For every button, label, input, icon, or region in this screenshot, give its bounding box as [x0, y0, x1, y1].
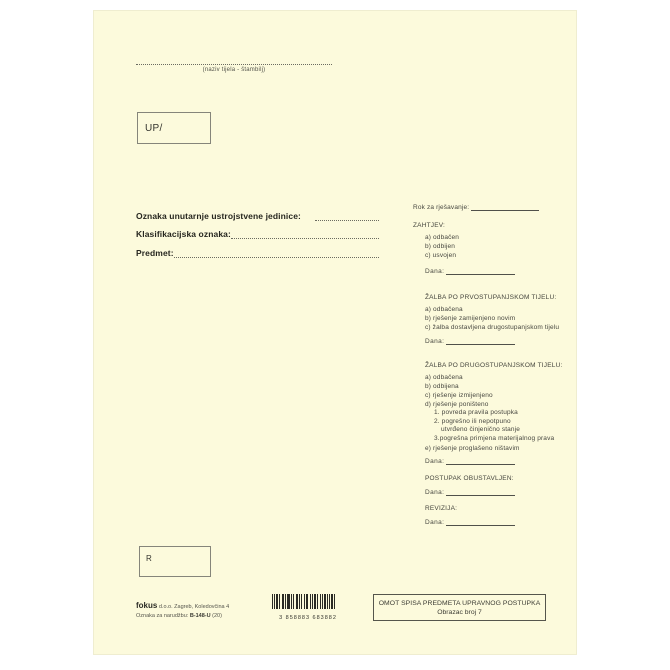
form-title: OMOT SPISA PREDMETA UPRAVNOG POSTUPKA [378, 599, 541, 607]
subject-field-label: Predmet: [136, 247, 174, 258]
date-label: Dana: [425, 489, 445, 496]
appeal-option: a) odbačena [425, 306, 463, 313]
first-instance-appeal-title: ŽALBA PO PRVOSTUPANJSKOM TIJELU: [425, 294, 557, 301]
zahtjev-title: ZAHTJEV: [413, 222, 446, 229]
date-fill-line [446, 337, 515, 345]
field-row-unit [136, 202, 379, 221]
r-box-label: R [146, 554, 152, 563]
appeal-option: b) rješenje zamijenjeno novim [425, 315, 516, 322]
unit-field-fill-line [315, 212, 379, 221]
publisher-address: d.o.o. Zagreb, Koledovčina 4 [157, 604, 230, 610]
deadline-fill-line [471, 203, 539, 211]
date-fill-line [446, 518, 515, 526]
zahtjev-option: b) odbijen [425, 243, 456, 250]
date-label: Dana: [425, 338, 445, 345]
zahtjev-option: c) usvojen [425, 252, 457, 259]
up-number-label: UP/ [145, 122, 163, 134]
annulment-reason: 2. pogrešno ili nepotpuno [434, 417, 511, 425]
appeal-option: a) odbačena [425, 374, 463, 381]
barcode-digits: 3 858883 683882 [279, 615, 337, 621]
publisher-logo-text: fokus [136, 601, 158, 610]
stamp-caption: (naziv tijela - štambilj) [202, 67, 266, 73]
subject-field-fill-line [174, 249, 379, 258]
case-fields [136, 202, 379, 258]
scanned-form-paper [93, 10, 577, 655]
appeal-option: d) rješenje poništeno [425, 401, 489, 408]
stamp-area [136, 57, 332, 73]
date-label: Dana: [425, 458, 445, 465]
revision-title: REVIZIJA: [425, 505, 458, 512]
publisher-info [136, 599, 229, 621]
second-instance-date-row [425, 457, 515, 465]
appeal-option: c) žalba dostavljena drugostupanjskom tijelu [425, 324, 560, 331]
annulment-reason: 3.pogrešna primjena materijalnog prava [434, 434, 555, 442]
barcode-bars [271, 594, 345, 610]
order-code: B-148-U [189, 613, 211, 619]
form-title-box [373, 594, 546, 621]
classification-field-label: Klasifikacijska oznaka: [136, 229, 231, 239]
appeal-option: c) rješenje izmijenjeno [425, 392, 493, 399]
date-label: Dana: [425, 268, 445, 275]
zahtjev-date-row [425, 267, 515, 275]
deadline-label: Rok za rješavanje: [413, 204, 470, 211]
first-instance-date-row [425, 337, 515, 345]
up-number-box [137, 112, 211, 144]
order-label: Oznaka za narudžbu: [136, 613, 190, 619]
appeal-option-e: e) rješenje proglašeno ništavim [425, 445, 520, 452]
order-suffix: (20) [210, 613, 222, 619]
first-instance-appeal-options [425, 305, 559, 332]
procedure-suspended-date-row [425, 488, 515, 496]
r-box [139, 546, 211, 577]
deadline-row [413, 203, 539, 211]
revision-date-row [425, 518, 515, 526]
date-fill-line [446, 457, 515, 465]
classification-field-fill-line [231, 230, 379, 239]
zahtjev-option: a) odbačen [425, 234, 460, 241]
date-label: Dana: [425, 519, 445, 526]
field-row-classification [136, 221, 379, 240]
date-fill-line [446, 267, 515, 275]
second-instance-appeal-title: ŽALBA PO DRUGOSTUPANJSKOM TIJELU: [425, 362, 563, 369]
field-row-subject [136, 239, 379, 258]
unit-field-label: Oznaka unutarnje ustrojstvene jedinice: [136, 210, 301, 221]
annulment-reason: 1. povreda pravila postupka [434, 409, 518, 416]
annulment-reason-continuation: utvrđeno činjenično stanje [441, 426, 521, 434]
second-instance-appeal-options [425, 373, 493, 409]
barcode [271, 594, 345, 621]
stamp-fill-line [136, 57, 332, 65]
zahtjev-options [425, 233, 459, 260]
appeal-option: b) odbijena [425, 383, 459, 390]
procedure-suspended-title: POSTUPAK OBUSTAVLJEN: [425, 475, 514, 482]
annulment-reasons [434, 409, 554, 443]
form-number: Obrazac broj 7 [437, 608, 482, 616]
date-fill-line [446, 488, 515, 496]
